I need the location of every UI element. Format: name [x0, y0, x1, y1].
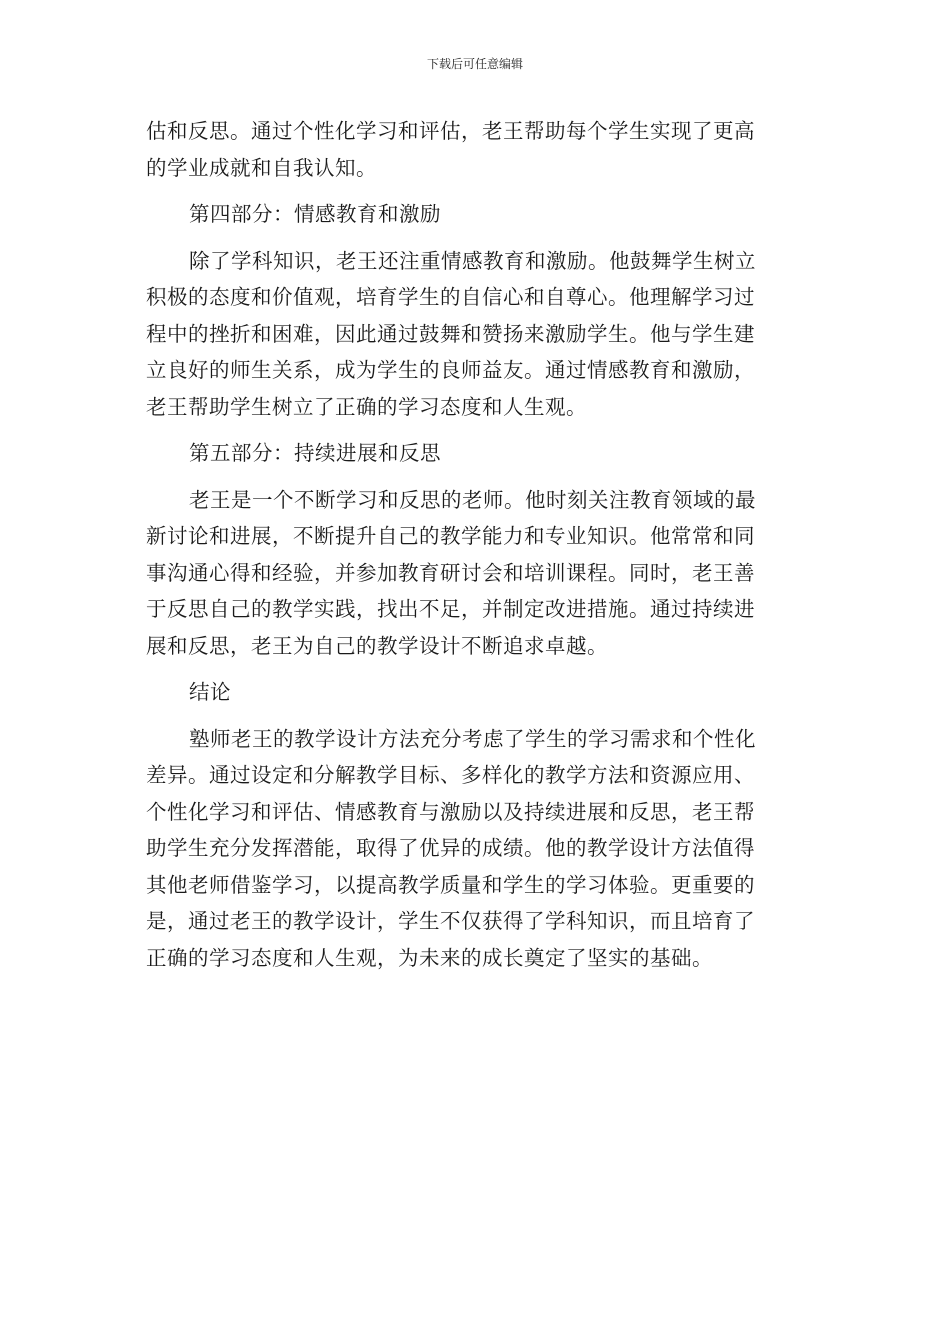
paragraph-line: 老王是一个不断学习和反思的老师。他时刻关注教育领域的最	[189, 487, 756, 512]
paragraph-line: 展和反思，老王为自己的教学设计不断追求卓越。	[146, 633, 608, 658]
paragraph-line: 估和反思。通过个性化学习和评估，老王帮助每个学生实现了更高	[146, 119, 755, 143]
paragraph-line: 事沟通心得和经验，并参加教育研讨会和培训课程。同时，老王善	[146, 560, 755, 585]
paragraph-line: 除了学科知识，老王还注重情感教育和激励。他鼓舞学生树立	[189, 248, 756, 273]
paragraph-continuous-progress	[146, 482, 798, 665]
paragraph-line: 正确的学习态度和人生观，为未来的成长奠定了坚实的基础。	[146, 945, 713, 970]
paragraph-line: 老王帮助学生树立了正确的学习态度和人生观。	[146, 394, 587, 419]
paragraph-line: 立良好的师生关系，成为学生的良师益友。通过情感教育和激励，	[146, 358, 755, 382]
page-header: 下载后可任意编辑	[426, 57, 523, 71]
paragraph-line: 是，通过老王的教学设计，学生不仅获得了学科知识，而且培育了	[146, 909, 755, 933]
paragraph-line: 程中的挫折和困难，因此通过鼓舞和赞扬来激励学生。他与学生建	[146, 321, 755, 346]
paragraph-line: 个性化学习和评估、情感教育与激励以及持续进展和反思，老王帮	[146, 799, 755, 824]
section-heading-conclusion: 结论	[189, 680, 231, 704]
paragraph-line: 差异。通过设定和分解教学目标、多样化的教学方法和资源应用、	[146, 763, 755, 787]
section-heading-part-four: 第四部分：情感教育和激励	[189, 202, 441, 226]
section-heading-part-five: 第五部分：持续进展和反思	[189, 441, 441, 465]
paragraph-line: 塾师老王的教学设计方法充分考虑了学生的学习需求和个性化	[189, 726, 756, 751]
paragraph-line: 的学业成就和自我认知。	[146, 155, 377, 180]
paragraph-line: 积极的态度和价值观，培育学生的自信心和自尊心。他理解学习过	[146, 285, 755, 309]
paragraph-line: 新讨论和进展，不断提升自己的教学能力和专业知识。他常常和同	[146, 524, 755, 548]
document-body	[146, 113, 798, 976]
paragraph-line: 助学生充分发挥潜能，取得了优异的成绩。他的教学设计方法值得	[146, 836, 755, 860]
paragraph-conclusion	[146, 721, 798, 977]
paragraph-emotional-education	[146, 243, 798, 426]
paragraph-line: 其他老师借鉴学习，以提高教学质量和学生的学习体验。更重要的	[146, 872, 755, 897]
paragraph-line: 于反思自己的教学实践，找出不足，并制定改进措施。通过持续进	[146, 597, 755, 621]
paragraph-continuation	[146, 113, 798, 186]
